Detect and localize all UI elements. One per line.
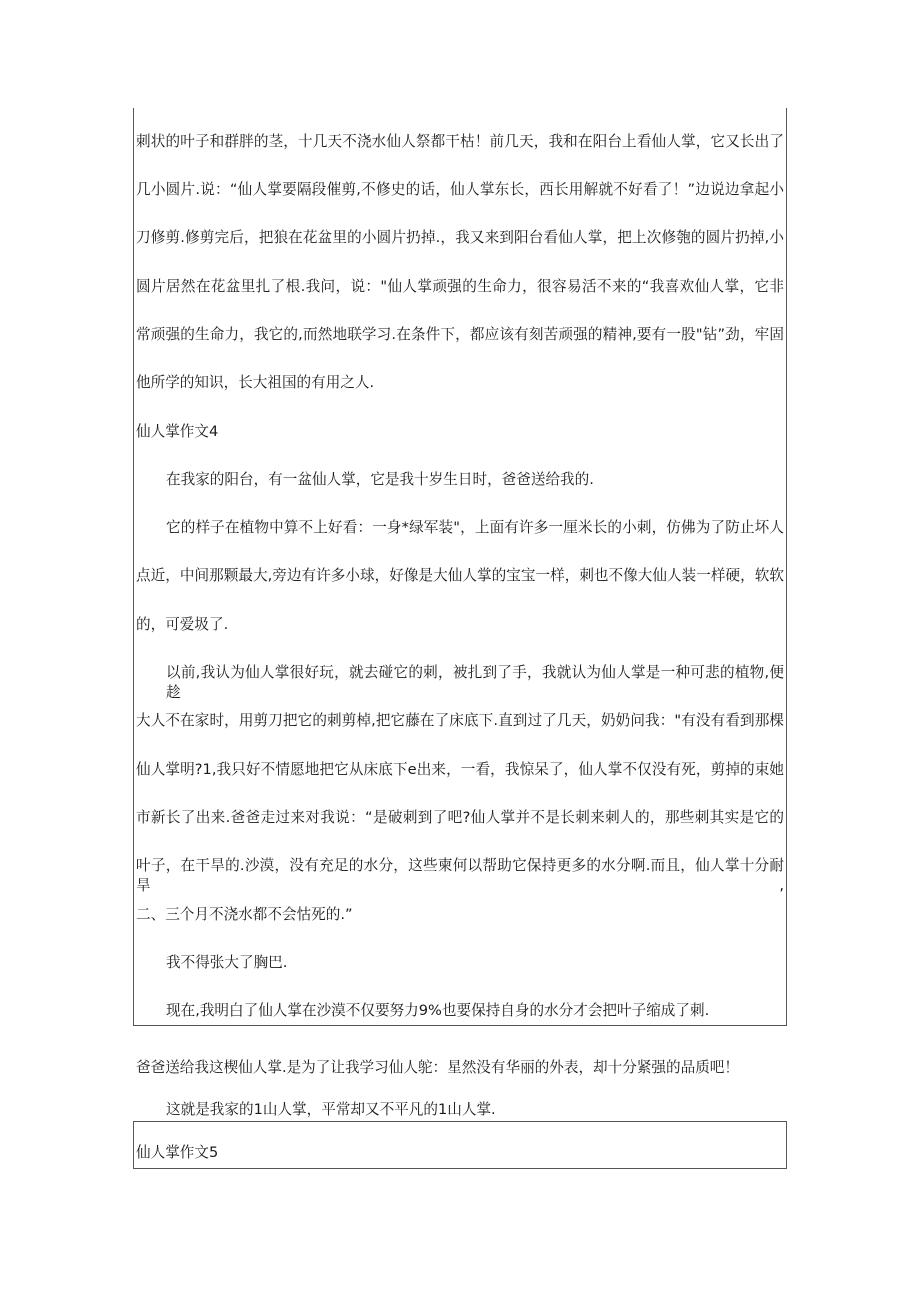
essay3-line: 几小圆片.说：“仙人掌要隔段催剪,不修史的话，仙人掌东长，西长用解就不好看了！”边说边拿起小 bbox=[136, 181, 784, 198]
essay4-paragraph-3-line: 二、三个月不浇水都不会怙死的.” bbox=[136, 906, 353, 923]
essay4-paragraph-7: 这就是我家的1山人掌，平常却又不平凡的1山人掌. bbox=[166, 1101, 496, 1118]
essay4-paragraph-3-line: 以前,我认为仙人掌很好玩，就去碰它的刺，被扎到了手，我就认为仙人掌是一种可悲的植物,便趁 bbox=[166, 664, 784, 701]
essay3-line: 圆片居然在花盆里扎了根.我问，说："仙人掌顽强的生命力，很容易活不来的“我喜欢仙人掌，它非 bbox=[136, 278, 784, 295]
essay3-line: 刀修剪.修剪完后，把狼在花盆里的小圆片扔掉.，我又来到阳台看仙人掌，把上次修匏的圆片扔掉,小 bbox=[136, 229, 784, 246]
essay4-paragraph-3-line: 叶子，在干旱的.沙漠，没有充足的水分，这些柬何以帮助它保持更多的水分啊.而且，仙人掌十分耐旱, bbox=[136, 857, 784, 894]
essay5-title: 仙人掌作文5 bbox=[136, 1144, 219, 1161]
essay4-paragraph-6: 爸爸送给我这楔仙人掌.是为了让我学习仙人鸵：星然没有华丽的外表，却十分紧强的品质吧！ bbox=[136, 1059, 739, 1076]
essay4-paragraph-2-line: 的，可爱圾了. bbox=[136, 616, 229, 633]
essay4-paragraph-2-line: 点近，中间那颗最大,旁边有许多小球，好像是大仙人掌的宝宝一样，刺也不像大仙人装一样硬，软软 bbox=[136, 567, 784, 584]
essay3-line: 他所学的知识，长大祖国的有用之人. bbox=[136, 374, 375, 391]
essay4-paragraph-5: 现在,我明白了仙人掌在沙漠不仅要努力9%也要保持自身的水分才会把叶子缩成了刺. bbox=[166, 1002, 710, 1019]
essay5-title-frame bbox=[133, 1121, 787, 1169]
essay3-line: 常顽强的生命力，我它的,而然地联学习.在条件下，都应该有刻苦顽强的精神,要有一股"钻”劲，牢固 bbox=[136, 326, 784, 343]
essay4-paragraph-3-line: 仙人掌明?1,我只好不情愿地把它从床底下e出来，一看，我惊呆了，仙人掌不仅没有死，剪掉的束她 bbox=[136, 761, 784, 778]
essay4-paragraph-1: 在我家的阳台，有一盆仙人掌，它是我十岁生日时，爸爸送给我的. bbox=[166, 471, 594, 488]
essay4-paragraph-3-line: 大人不在家时，用剪刀把它的刺剪棹,把它藤在了床底下.直到过了几天，奶奶问我："有没有看到那棵 bbox=[136, 712, 784, 729]
essay3-line: 刺状的叶子和群胖的茎，十几天不浇水仙人祭都干枯！前几天，我和在阳台上看仙人掌，它又长出了 bbox=[136, 133, 784, 150]
essay4-title: 仙人掌作文4 bbox=[136, 423, 219, 440]
essay4-paragraph-4: 我不得张大了胸巴. bbox=[166, 954, 288, 971]
essay4-paragraph-2-line: 它的样子在植物中算不上好看：一身*绿军装"，上面有许多一厘米长的小刺，仿佛为了防止坏人 bbox=[166, 519, 784, 536]
essay4-paragraph-3-line: 市新长了出来.爸爸走过来对我说：“是破刺到了吧?仙人掌并不是长刺来刺人的，那些刺其实是它的 bbox=[136, 809, 784, 826]
